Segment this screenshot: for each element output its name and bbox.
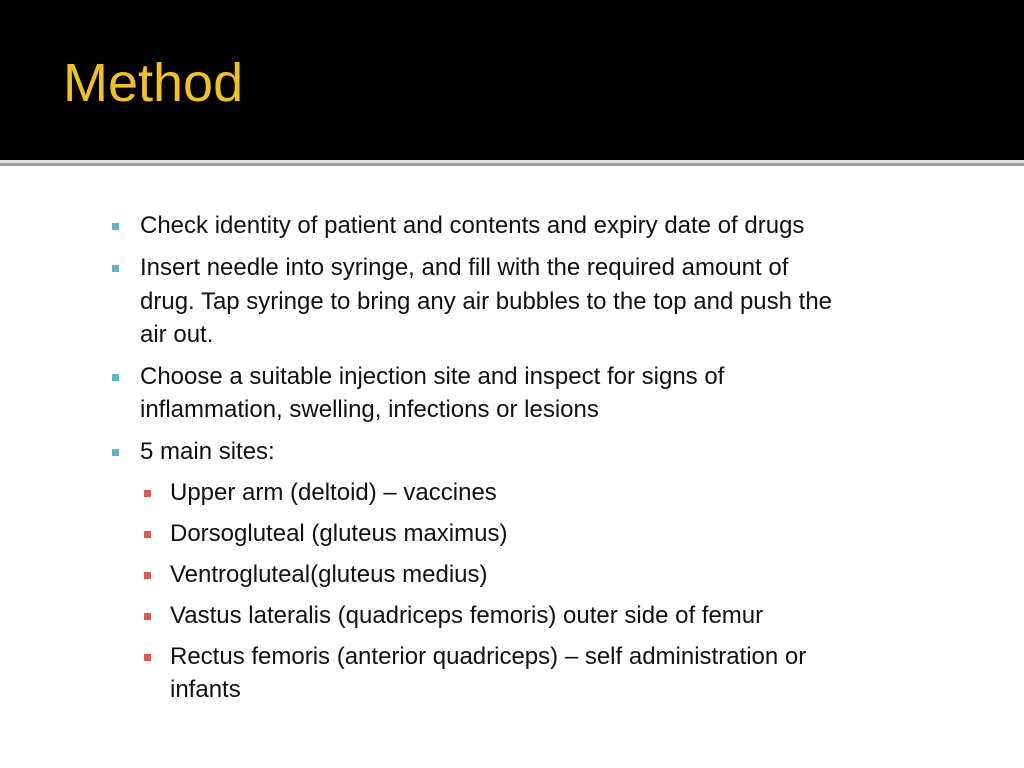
slide-title: Method — [63, 53, 244, 113]
bullet-text: Upper arm (deltoid) – vaccines — [170, 479, 497, 506]
level2-bullet-marker — [144, 613, 151, 620]
bullet-text: Vastus lateralis (quadriceps femoris) outer side of femur — [170, 602, 764, 629]
level1-bullet-marker — [112, 223, 119, 230]
level1-bullet-marker — [112, 449, 119, 456]
level2-bullet-marker — [144, 572, 151, 579]
level1-bullet-marker — [112, 374, 119, 381]
level2-bullet-marker — [144, 531, 151, 538]
bullet-text: air out. — [140, 321, 214, 348]
bullet-text: infants — [170, 676, 241, 703]
bullet-text: Check identity of patient and contents and expiry date of drugs — [140, 212, 805, 239]
level1-bullet-marker — [112, 265, 119, 272]
bullet-text: inflammation, swelling, infections or lesions — [140, 396, 599, 423]
bullet-text: Insert needle into syringe, and fill with the required amount of — [140, 254, 789, 281]
level2-bullet-marker — [144, 490, 151, 497]
bullet-text: 5 main sites: — [140, 438, 275, 465]
bullet-text: Dorsogluteal (gluteus maximus) — [170, 520, 508, 547]
bullet-text: Ventrogluteal(gluteus medius) — [170, 561, 488, 588]
bullet-text: drug. Tap syringe to bring any air bubbles to the top and push the — [140, 288, 833, 315]
bullet-text: Rectus femoris (anterior quadriceps) – self administration or — [170, 643, 807, 670]
title-divider-shadow — [0, 163, 1024, 166]
level2-bullet-marker — [144, 654, 151, 661]
bullet-text: Choose a suitable injection site and inspect for signs of — [140, 363, 725, 390]
